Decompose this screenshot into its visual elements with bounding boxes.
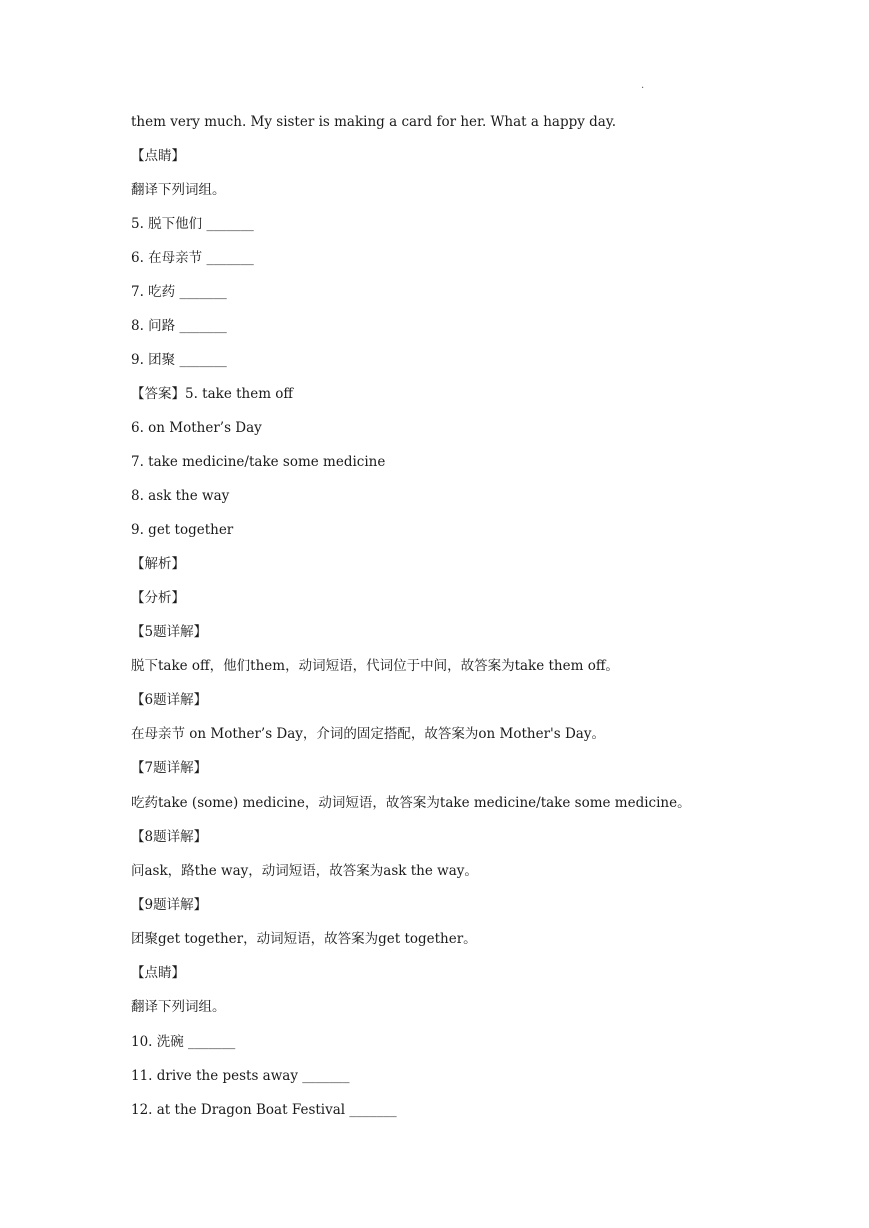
section-heading: 【解析】 xyxy=(131,556,185,572)
answer-line: 6. on Mother’s Day xyxy=(131,420,262,436)
section-heading: 【6题详解】 xyxy=(131,692,208,708)
question-item: 11. drive the pests away _______ xyxy=(131,1068,350,1084)
section-heading: 【分析】 xyxy=(131,590,185,606)
section-heading: 【7题详解】 xyxy=(131,760,208,776)
answer-line: 9. get together xyxy=(131,522,234,538)
question-item: 9. 团聚 _______ xyxy=(131,352,227,368)
section-heading: 【8题详解】 xyxy=(131,829,208,845)
question-item: 10. 洗碗 _______ xyxy=(131,1034,236,1050)
question-item: 8. 问路 _______ xyxy=(131,318,227,334)
explanation-line: 团聚get together，动词短语，故答案为get together。 xyxy=(131,931,477,947)
section-heading: 【点睛】 xyxy=(131,965,185,981)
header-mark: . xyxy=(641,80,645,91)
question-item: 6. 在母亲节 _______ xyxy=(131,250,254,266)
question-item: 5. 脱下他们 _______ xyxy=(131,216,254,232)
question-item: 7. 吃药 _______ xyxy=(131,284,227,300)
instruction: 翻译下列词组。 xyxy=(131,999,226,1015)
explanation-line: 脱下take off，他们them，动词短语，代词位于中间，故答案为take them off。 xyxy=(131,658,619,674)
explanation-line: 吃药take (some) medicine，动词短语，故答案为take medicine/take some medicine。 xyxy=(131,795,691,811)
text-line: them very much. My sister is making a card for her. What a happy day. xyxy=(131,114,616,130)
section-heading: 【9题详解】 xyxy=(131,897,208,913)
answer-line: 8. ask the way xyxy=(131,488,230,504)
section-heading: 【5题详解】 xyxy=(131,624,208,640)
instruction: 翻译下列词组。 xyxy=(131,182,226,198)
explanation-line: 问ask，路the way，动词短语，故答案为ask the way。 xyxy=(131,863,478,879)
answer-line: 7. take medicine/take some medicine xyxy=(131,454,386,470)
question-item: 12. at the Dragon Boat Festival _______ xyxy=(131,1102,397,1118)
explanation-line: 在母亲节 on Mother’s Day，介词的固定搭配，故答案为on Mother's Day。 xyxy=(131,726,605,742)
section-heading: 【点睛】 xyxy=(131,148,185,164)
answer-line: 【答案】5. take them off xyxy=(131,386,294,402)
